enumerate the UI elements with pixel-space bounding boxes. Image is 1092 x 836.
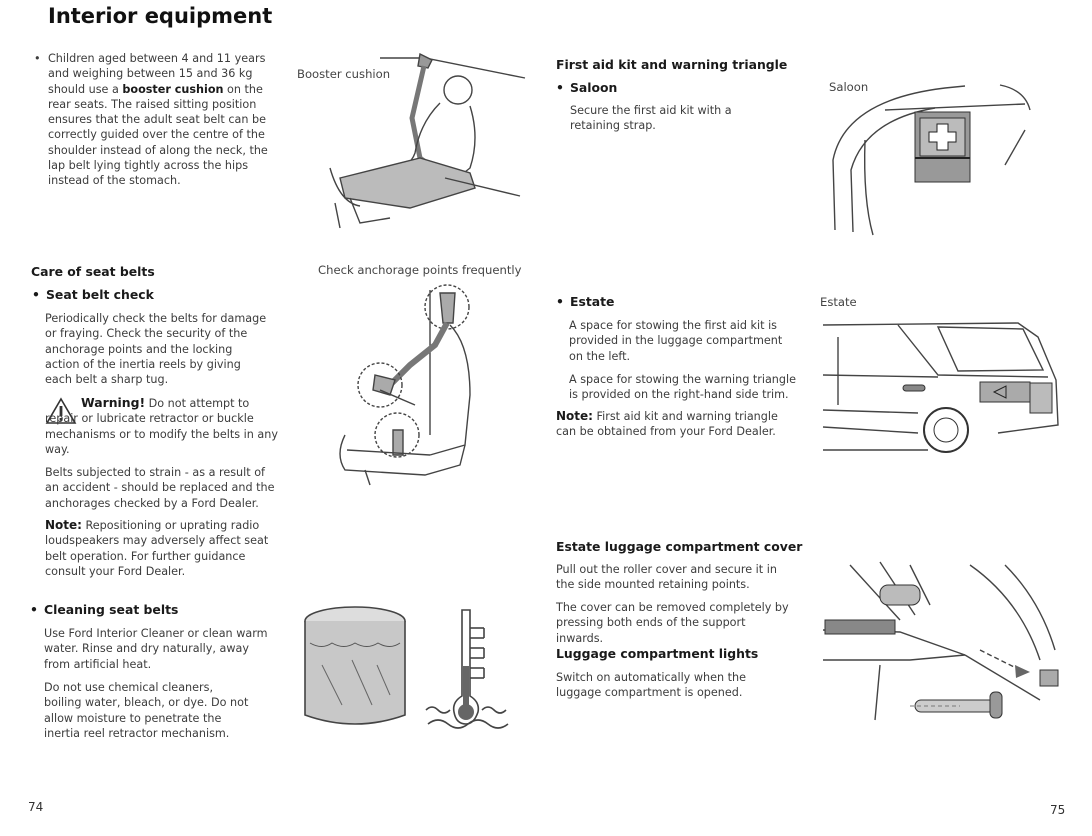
estate-car-illustration [818,315,1068,455]
luggage-cover-illustration [820,560,1070,725]
booster-paragraph [48,51,284,189]
booster-figure-caption: Booster cushion [297,67,391,81]
booster-cushion-bold: booster cushion [122,82,224,96]
first-aid-note-text: First aid kit and warning triangle can be obtained from your Ford Dealer. [556,410,778,439]
care-heading: Care of seat belts [31,264,155,279]
booster-cushion-illustration [320,48,530,238]
note-text: Repositioning or uprating radio loudspeakers may adversely affect seat belt operation. For further guidance consult your Ford Dealer. [45,519,269,578]
warning-paragraph [45,395,280,457]
first-aid-note-label: Note: [556,409,593,423]
note-label: Note: [45,518,82,532]
cleaning-text-1: Use Ford Interior Cleaner or clean warm water. Rinse and dry naturally, away from artificial heat. [44,627,268,671]
warning-label: Warning! [81,395,146,410]
estate-text-2: A space for stowing the warning triangle is provided on the right-hand side trim. [569,373,796,402]
first-aid-note [556,409,796,440]
booster-text-after: on the rear seats. The raised sitting position ensures that the adult seat belt can be correctly guided over the centre of the shoulder instead of along the neck, the lap belt lying tightly across the hips instead of the stomach. [48,82,268,188]
strain-text: Belts subjected to strain - as a result of an accident - should be replaced and the anchorages checked by a Ford Dealer. [45,466,275,510]
anchorage-figure-caption: Check anchorage points frequently [318,263,522,277]
cleaning-heading: • Cleaning seat belts [44,602,178,617]
seat-belt-check-heading: • Seat belt check [46,287,154,302]
bucket-icon [302,605,408,735]
cover-heading: Estate luggage compartment cover [556,539,803,554]
seat-belt-check-text: Periodically check the belts for damage or fraying. Check the security of the anchorage points and the locking action of the inertia reels by giving each belt a sharp tug. [45,312,267,387]
saloon-text: Secure the first aid kit with a retaining strap. [570,104,732,133]
booster-text-before: Children aged between 4 and 11 years and weighing between 15 and 36 kg should use a [48,52,266,96]
estate-text-1: A space for stowing the first aid kit is provided in the luggage compartment on the left. [569,319,783,363]
page-number-left: 74 [28,800,44,814]
thermometer-icon [422,606,512,736]
saloon-trunk-illustration [825,80,1065,240]
first-aid-heading: First aid kit and warning triangle [556,57,788,72]
cover-text-1: Pull out the roller cover and secure it in the side mounted retaining points. [556,563,777,592]
estate-figure-caption: Estate [820,295,857,309]
page-title: Interior equipment [48,4,273,28]
cover-text-2: The cover can be removed completely by pressing both ends of the support inwards. [556,601,789,645]
note-paragraph [45,518,280,579]
warning-text: Do not attempt to repair or lubricate retractor or buckle mechanisms or to modify the belts in any way. [45,397,278,456]
saloon-figure-caption: Saloon [829,80,869,94]
lights-heading: Luggage compartment lights [556,646,759,661]
saloon-heading: • Saloon [570,80,617,95]
cleaning-text-2: Do not use chemical cleaners, boiling water, bleach, or dye. Do not allow moisture to penetrate the inertia reel retractor mechanism. [44,681,249,740]
lights-text: Switch on automatically when the luggage compartment is opened. [556,671,746,700]
estate-heading: • Estate [570,294,614,309]
page-number-right: 75 [1050,803,1066,817]
seat-anchorage-illustration [335,285,480,490]
